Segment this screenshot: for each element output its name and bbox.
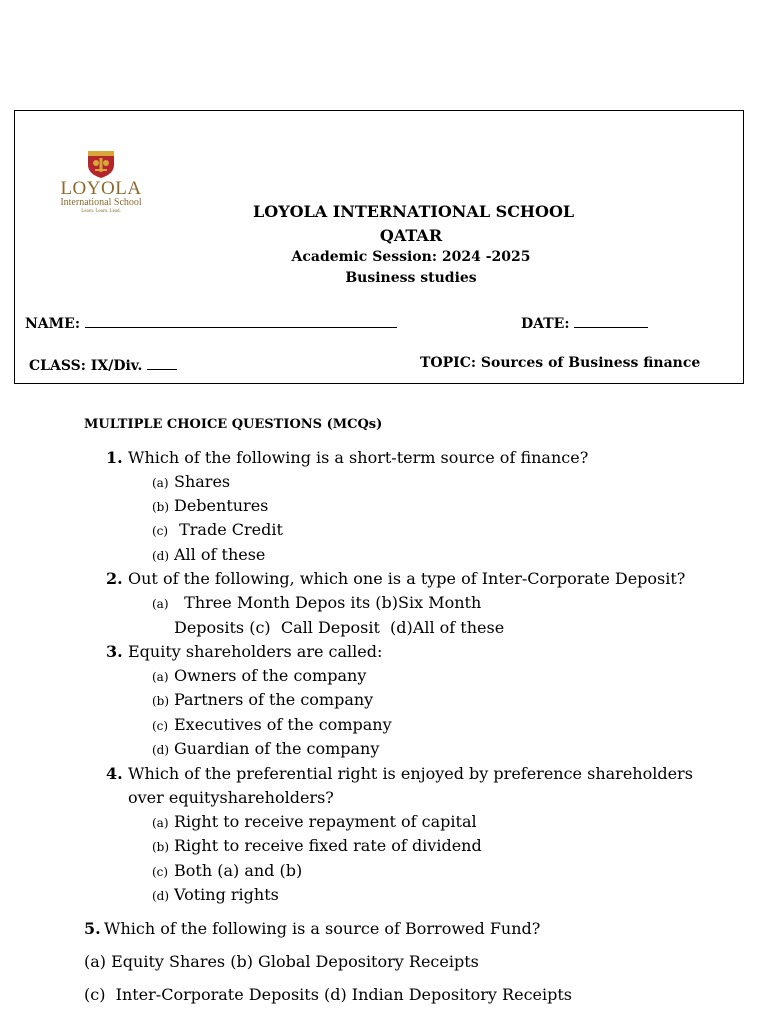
school-name: LOYOLA INTERNATIONAL SCHOOL (253, 202, 575, 221)
question-text: Which of the following is a short-term source of finance? (128, 448, 589, 467)
question-4 (106, 764, 693, 784)
header-box (14, 110, 744, 384)
subject-name: Business studies (345, 270, 477, 286)
option-3c: (c) Executives of the company (152, 715, 392, 734)
option-1c: (c) Trade Credit (152, 520, 283, 539)
name-field (25, 313, 397, 332)
school-country: QATAR (379, 226, 443, 245)
question-number: 5. (84, 919, 101, 938)
div-blank[interactable] (147, 355, 177, 370)
topic-field: TOPIC: Sources of Business finance (420, 355, 701, 371)
question-text: Out of the following, which one is a type of Inter-Corporate Deposit? (128, 569, 686, 588)
option-4a: (a) Right to receive repayment of capital (152, 812, 477, 831)
question-number: 4. (106, 764, 123, 783)
option-3b: (b) Partners of the company (152, 690, 374, 709)
option-1a: (a) Shares (152, 472, 231, 491)
crest-icon (85, 147, 117, 179)
name-label: NAME: (25, 316, 80, 332)
question-1 (106, 448, 588, 468)
question-text: Which of the following is a source of Borrowed Fund? (104, 919, 541, 938)
option-3a: (a) Owners of the company (152, 666, 367, 685)
option-4b: (b) Right to receive fixed rate of dividend (152, 836, 482, 855)
question-number: 1. (106, 448, 123, 467)
logo-name: LOYOLA (60, 178, 142, 199)
option-1d: (d) All of these (152, 545, 266, 564)
question-number: 2. (106, 569, 123, 588)
question-number: 3. (106, 642, 123, 661)
question-5 (84, 919, 540, 939)
section-title: MULTIPLE CHOICE QUESTIONS (MCQs) (84, 417, 383, 432)
name-blank[interactable] (85, 313, 397, 328)
question-5-options-line2: (c) Inter-Corporate Deposits (d) Indian Depository Receipts (84, 985, 572, 1004)
question-text: Which of the preferential right is enjoyed by preference shareholders (128, 764, 693, 783)
logo-motto: Learn. Learn. Lead. (81, 209, 121, 214)
date-blank[interactable] (574, 313, 648, 328)
question-4-line2: over equityshareholders? (128, 788, 334, 807)
question-3 (106, 642, 382, 662)
option-2-line2: Deposits (c) Call Deposit (d)All of these (174, 618, 505, 637)
option-2-line1: (a) Three Month Depos its (b)Six Month (152, 593, 482, 612)
question-2 (106, 569, 685, 589)
academic-session: Academic Session: 2024 -2025 (291, 249, 531, 265)
option-4c: (c) Both (a) and (b) (152, 861, 303, 880)
option-1b: (b) Debentures (152, 496, 269, 515)
date-label: DATE: (521, 316, 570, 332)
question-5-options-line1: (a) Equity Shares (b) Global Depository Receipts (84, 952, 479, 971)
option-4d: (d) Voting rights (152, 885, 279, 904)
logo-subtitle: International School (60, 197, 142, 208)
school-logo (51, 147, 151, 215)
option-3d: (d) Guardian of the company (152, 739, 380, 758)
date-field (521, 313, 648, 332)
question-text: Equity shareholders are called: (128, 642, 383, 661)
class-field (29, 355, 177, 374)
class-label: CLASS: IX/Div. (29, 358, 143, 374)
